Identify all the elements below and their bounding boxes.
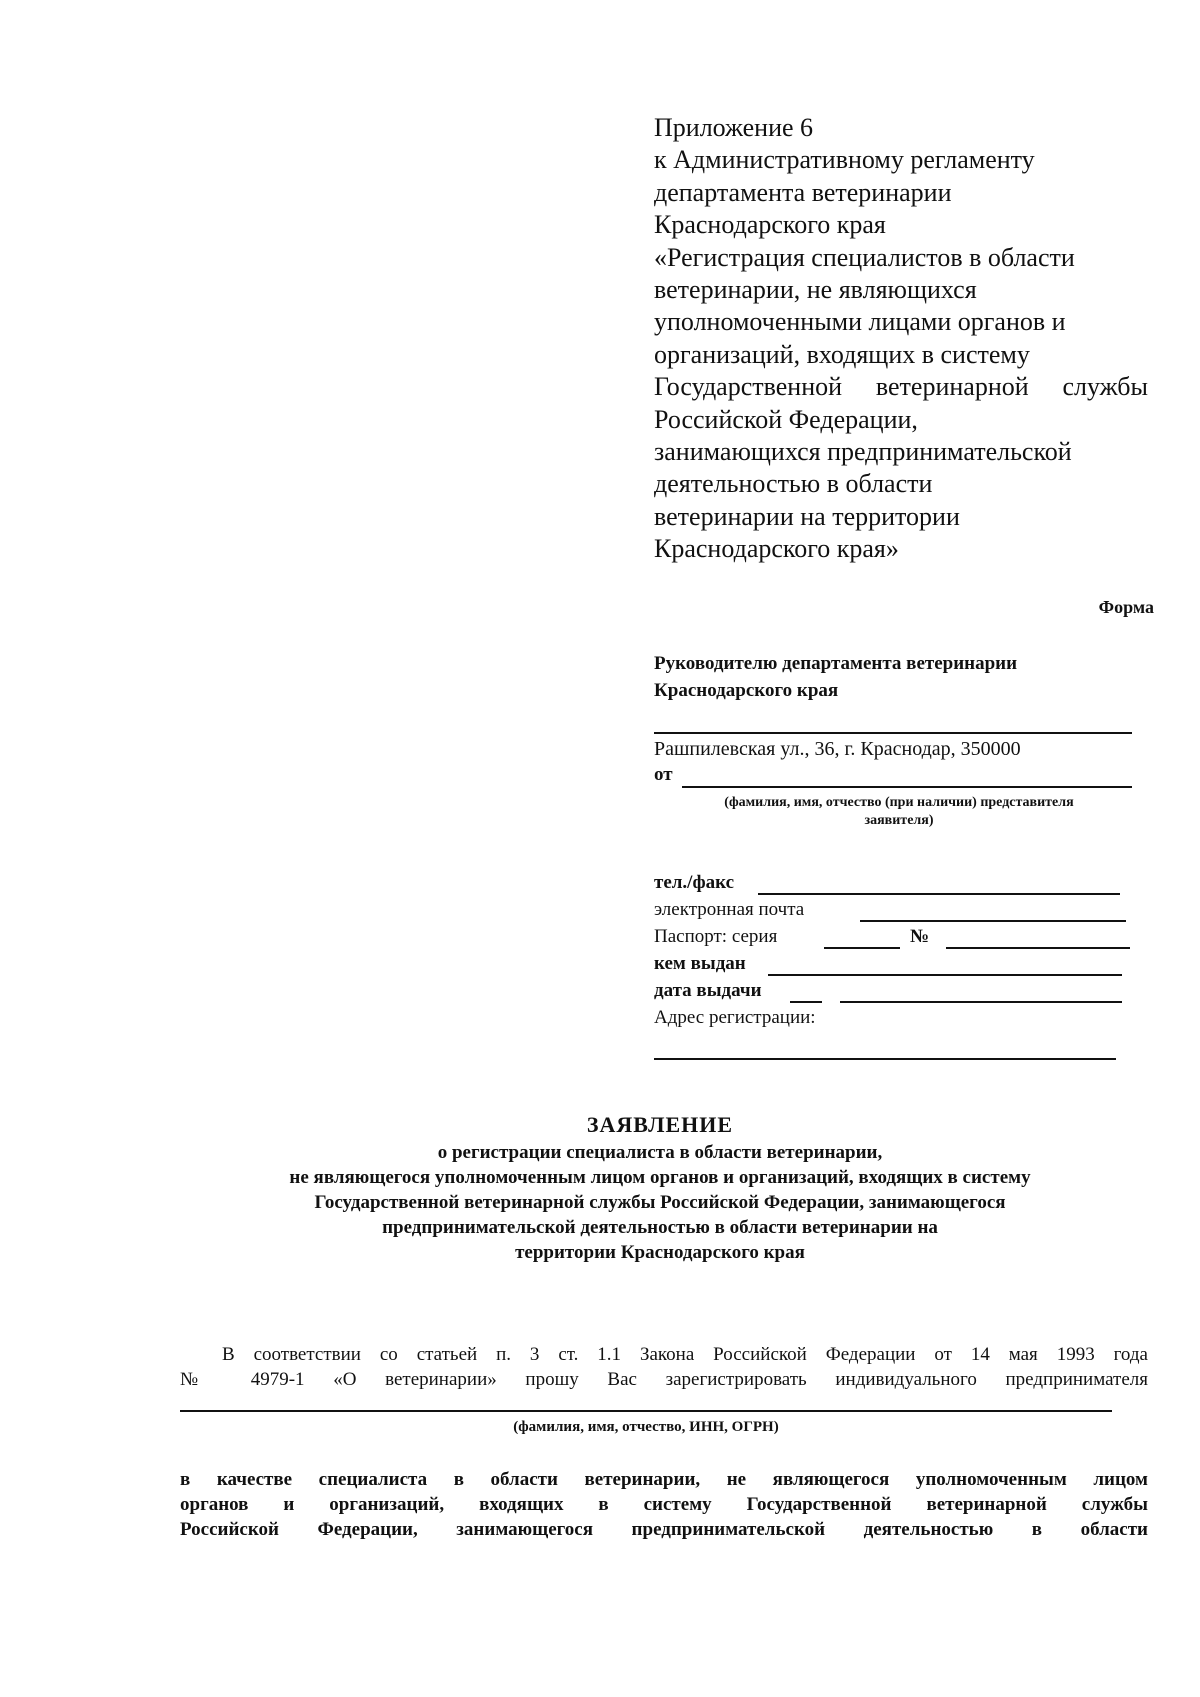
appendix-line: департамента ветеринарии	[654, 177, 952, 207]
issue-date-field-line-2[interactable]	[840, 1001, 1122, 1003]
reg-address-field-line[interactable]	[654, 1058, 1116, 1060]
passport-series-field-line[interactable]	[824, 947, 900, 949]
statement-subtitle-line: предпринимательской деятельностью в области ветеринарии на	[382, 1217, 938, 1238]
appendix-line: Краснодарского края	[654, 210, 886, 240]
phone-label: тел./факс	[654, 872, 735, 893]
statement-heading: ЗАЯВЛЕНИЕ	[586, 1112, 734, 1137]
body-paragraph-2	[180, 1467, 1148, 1542]
body-line: Российской Федерации, занимающегося предпринимательской деятельностью в области	[180, 1519, 1148, 1540]
statement-subtitle-line: о регистрации специалиста в области ветеринарии,	[437, 1142, 883, 1163]
from-field-note	[654, 794, 1144, 830]
appendix-line: Краснодарского края»	[654, 534, 899, 564]
issue-date-label: дата выдачи	[654, 980, 762, 1001]
appendix-header	[654, 112, 1154, 566]
addressee-line: Краснодарского края	[654, 680, 839, 701]
reg-address-label: Адрес регистрации:	[654, 1007, 816, 1028]
body-paragraph-1	[180, 1342, 1148, 1392]
addressee-blank-line	[654, 732, 1132, 734]
form-label: Форма	[1098, 597, 1154, 617]
applicant-field-note: (фамилия, имя, отчество, ИНН, ОГРН)	[513, 1419, 779, 1435]
body-line: № 4979-1 «О ветеринарии» прошу Вас зарегистрировать индивидуального предпринимателя	[180, 1369, 1148, 1390]
passport-number-field-line[interactable]	[946, 947, 1130, 949]
phone-field-line[interactable]	[758, 893, 1120, 895]
statement-title	[160, 1110, 1160, 1265]
body-line: органов и организаций, входящих в систему Государственной ветеринарной службы	[180, 1494, 1148, 1515]
appendix-line: ветеринарии на территории	[654, 501, 960, 531]
issued-by-label: кем выдан	[654, 953, 746, 974]
appendix-line: Государственной ветеринарной службы	[654, 372, 1148, 402]
statement-subtitle-line: не являющегося уполномоченным лицом органов и организаций, входящих в систему	[289, 1167, 1031, 1188]
email-label: электронная почта	[654, 899, 805, 920]
applicant-field-line[interactable]	[180, 1410, 1112, 1412]
addressee-block	[654, 650, 1134, 704]
from-field-line[interactable]	[682, 786, 1132, 788]
appendix-line: деятельностью в области	[654, 469, 933, 499]
appendix-line: уполномоченными лицами органов и	[654, 307, 1066, 337]
statement-subtitle-line: Государственной ветеринарной службы Российской Федерации, занимающегося	[314, 1192, 1006, 1213]
appendix-line: занимающихся предпринимательской	[654, 437, 1072, 467]
from-note-line: (фамилия, имя, отчество (при наличии) представителя	[724, 795, 1074, 810]
email-field-line[interactable]	[860, 920, 1126, 922]
appendix-line: Приложение 6	[654, 113, 814, 142]
appendix-line: к Административному регламенту	[654, 145, 1035, 175]
addressee-address: Рашпилевская ул., 36, г. Краснодар, 350000	[654, 738, 1021, 760]
issue-date-field-line[interactable]	[790, 1001, 822, 1003]
from-label: от	[654, 764, 673, 785]
statement-subtitle-line: территории Краснодарского края	[515, 1242, 805, 1263]
from-note-line: заявителя)	[864, 813, 934, 828]
appendix-line: ветеринарии, не являющихся	[654, 275, 977, 305]
appendix-line: Российской Федерации,	[654, 404, 918, 434]
body-line: в качестве специалиста в области ветеринарии, не являющегося уполномоченным лицом	[180, 1469, 1148, 1490]
body-line: В соответствии со статьей п. 3 ст. 1.1 Закона Российской Федерации от 14 мая 1993 года	[222, 1344, 1148, 1365]
issued-by-field-line[interactable]	[768, 974, 1122, 976]
appendix-line: «Регистрация специалистов в области	[654, 242, 1075, 272]
passport-series-label: Паспорт: серия	[654, 926, 778, 947]
addressee-line: Руководителю департамента ветеринарии	[654, 653, 1018, 674]
passport-number-label: №	[910, 926, 930, 947]
appendix-line: организаций, входящих в систему	[654, 339, 1030, 369]
